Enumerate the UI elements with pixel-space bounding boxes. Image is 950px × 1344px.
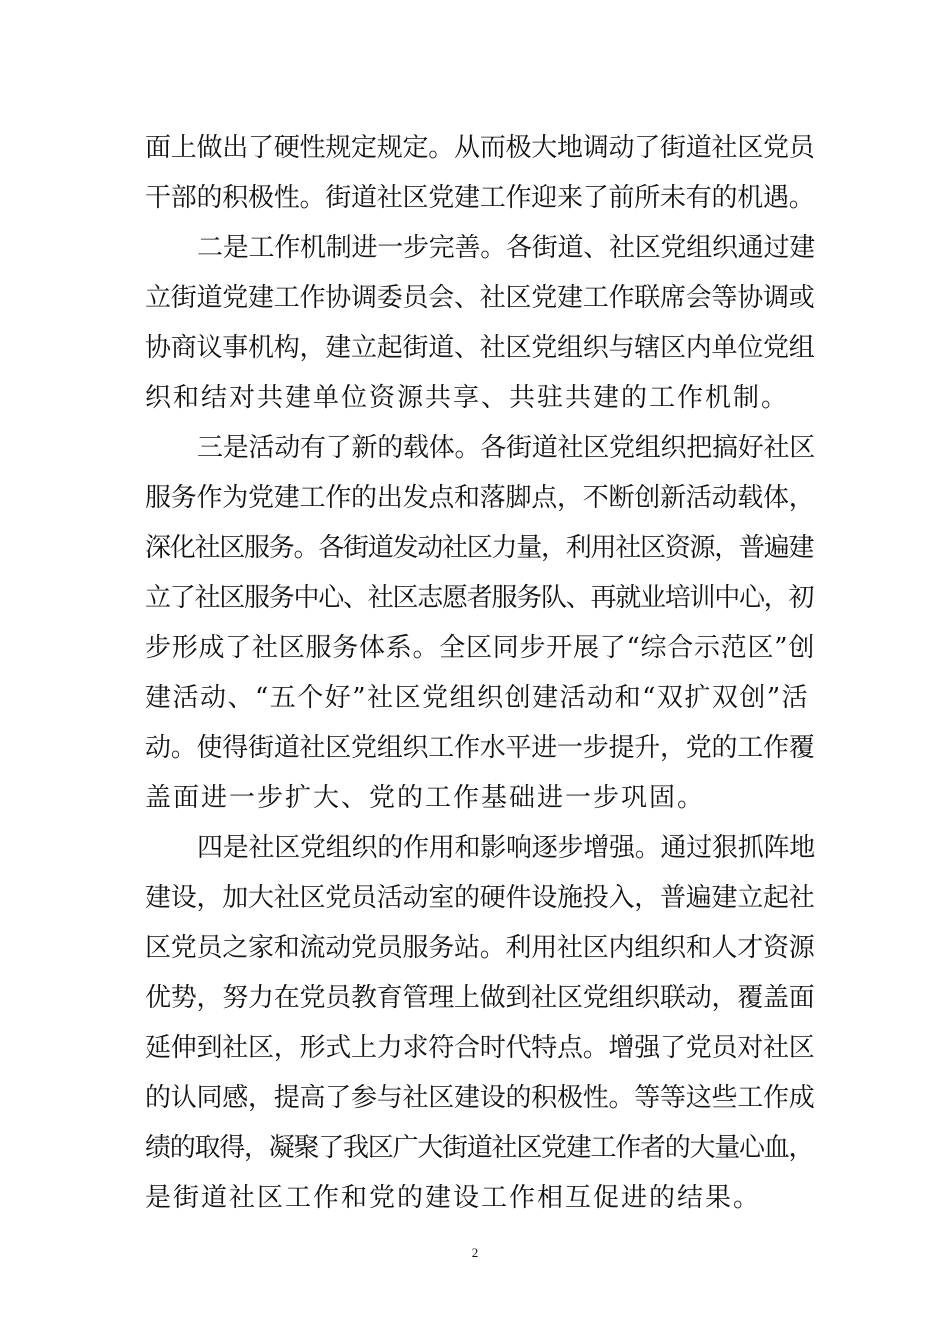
text-line: 干部的积极性。街道社区党建工作迎来了前所未有的机遇。	[145, 183, 815, 213]
page-number: 2	[471, 1245, 479, 1260]
paragraph-first-line: 三是活动有了新的载体。各街道社区党组织把搞好社区	[197, 433, 816, 463]
text-line: 绩的取得，凝聚了我区广大街道社区党建工作者的大量心血，	[145, 1133, 814, 1163]
text-line: 协商议事机构，建立起街道、社区党组织与辖区内单位党组	[145, 333, 815, 363]
text-line: 织和结对共建单位资源共享、共驻共建的工作机制。	[145, 383, 790, 413]
text-line: 面上做出了硬性规定规定。从而极大地调动了街道社区党员	[145, 133, 815, 163]
text-line: 建设，加大社区党员活动室的硬件设施投入，普遍建立起社	[145, 883, 815, 913]
text-line: 步形成了社区服务体系。全区同步开展了“综合示范区”创	[145, 633, 816, 663]
text-line: 盖面进一步扩大、党的工作基础进一步巩固。	[145, 783, 706, 813]
text-line: 是街道社区工作和党的建设工作相互促进的结果。	[145, 1183, 762, 1213]
text-line: 区党员之家和流动党员服务站。利用社区内组织和人才资源	[145, 933, 815, 963]
text-line: 动。使得街道社区党组织工作水平进一步提升，党的工作覆	[145, 733, 815, 763]
text-line: 立了社区服务中心、社区志愿者服务队、再就业培训中心，初	[145, 583, 814, 613]
text-line: 优势，努力在党员教育管理上做到社区党组织联动，覆盖面	[145, 983, 815, 1013]
text-line: 深化社区服务。各街道发动社区力量，利用社区资源，普遍建	[145, 533, 814, 563]
text-line: 延伸到社区，形式上力求符合时代特点。增强了党员对社区	[145, 1033, 815, 1063]
text-line: 建活动、“五个好”社区党组织创建活动和“双扩双创”活	[145, 683, 810, 713]
paragraph-first-line: 四是社区党组织的作用和影响逐步增强。通过狠抓阵地	[197, 833, 816, 863]
text-line: 立街道党建工作协调委员会、社区党建工作联席会等协调或	[145, 283, 815, 313]
paragraph-first-line: 二是工作机制进一步完善。各街道、社区党组织通过建	[197, 233, 816, 263]
text-line: 的认同感，提高了参与社区建设的积极性。等等这些工作成	[145, 1083, 815, 1113]
text-line: 服务作为党建工作的出发点和落脚点，不断创新活动载体，	[145, 483, 815, 513]
